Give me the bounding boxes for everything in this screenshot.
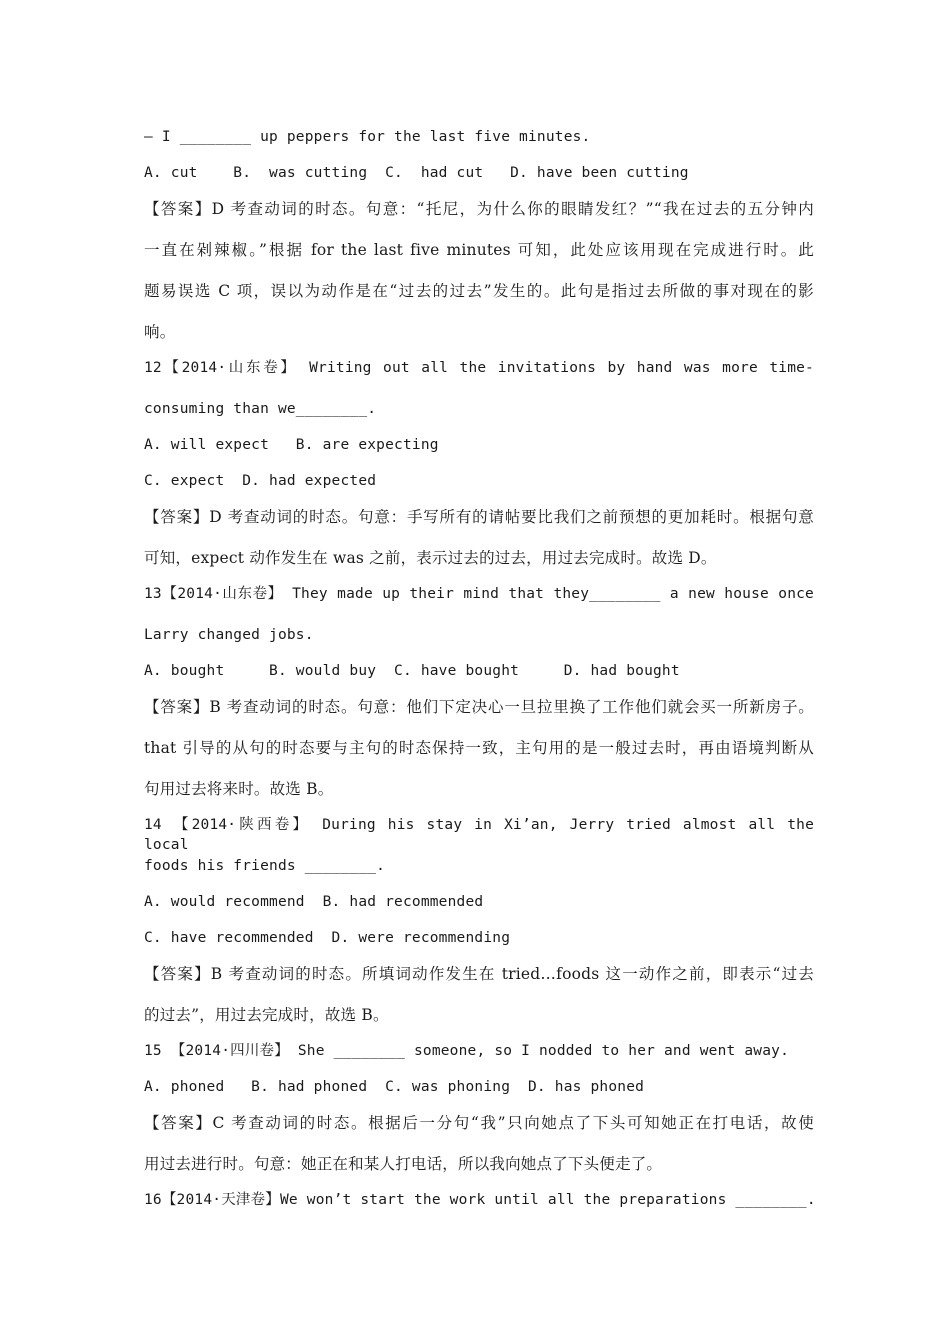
answer-14-line-2: 的过去”，用过去完成时，故选 B。	[144, 1006, 389, 1024]
question-14-stem-line-1: 14 【2014·陕西卷】 During his stay in Xi’an, Jerry tried almost all the local	[144, 817, 814, 853]
answer-11-line-1: 【答案】D 考查动词的时态。句意：“托尼，为什么你的眼睛发红？”“我在过去的五分钟内	[144, 200, 814, 218]
question-15-options: A. phoned B. had phoned C. was phoning D. has phoned	[144, 1079, 645, 1095]
answer-15-line-2: 用过去进行时。句意：她正在和某人打电话，所以我向她点了下头便走了。	[144, 1155, 663, 1173]
answer-14-line-1: 【答案】B 考查动词的时态。所填词动作发生在 tried…foods 这一动作之前，即表示“过去	[144, 965, 814, 983]
question-11-options: A. cut B. was cutting C. had cut D. have been cutting	[144, 165, 689, 181]
answer-13-line-3: 句用过去将来时。故选 B。	[144, 780, 334, 798]
question-15-stem: 15 【2014·四川卷】 She ________ someone, so I nodded to her and went away.	[144, 1043, 790, 1059]
question-13-options: A. bought B. would buy C. have bought D. had bought	[144, 663, 680, 679]
question-11-stem-end: — I ________ up peppers for the last five minutes.	[144, 129, 591, 145]
question-16-stem: 16【2014·天津卷】We won’t start the work until all the preparations ________.	[144, 1192, 816, 1208]
answer-11-line-4: 响。	[144, 323, 176, 341]
answer-15-line-1: 【答案】C 考查动词的时态。根据后一分句“我”只向她点了下头可知她正在打电话，故使	[144, 1114, 814, 1132]
question-12-options-1: A. will expect B. are expecting	[144, 437, 439, 453]
answer-12-line-2: 可知，expect 动作发生在 was 之前，表示过去的过去，用过去完成时。故选 D。	[144, 549, 717, 567]
question-13-stem-line-1: 13【2014·山东卷】 They made up their mind that they________ a new house once	[144, 586, 814, 602]
answer-13-line-1: 【答案】B 考查动词的时态。句意：他们下定决心一旦拉里换了工作他们就会买一所新房子。	[144, 698, 814, 716]
answer-11-line-2: 一直在剁辣椒。”根据 for the last five minutes 可知，此处应该用现在完成进行时。此	[144, 241, 814, 259]
question-14-options-1: A. would recommend B. had recommended	[144, 894, 484, 910]
answer-11-line-3: 题易误选 C 项，误以为动作是在“过去的过去”发生的。此句是指过去所做的事对现在的影	[144, 282, 814, 300]
answer-13-line-2: that 引导的从句的时态要与主句的时态保持一致，主句用的是一般过去时，再由语境判断从	[144, 739, 814, 757]
question-12-options-2: C. expect D. had expected	[144, 473, 377, 489]
question-13-stem-line-2: Larry changed jobs.	[144, 627, 314, 643]
answer-12-line-1: 【答案】D 考查动词的时态。句意：手写所有的请帖要比我们之前预想的更加耗时。根据句意	[144, 508, 814, 526]
question-12-stem-line-2: consuming than we________.	[144, 401, 377, 417]
question-14-stem-line-2: foods his friends ________.	[144, 858, 386, 874]
question-14-options-2: C. have recommended D. were recommending	[144, 930, 511, 946]
question-12-stem-line-1: 12【2014·山东卷】 Writing out all the invitations by hand was more time-	[144, 360, 814, 376]
